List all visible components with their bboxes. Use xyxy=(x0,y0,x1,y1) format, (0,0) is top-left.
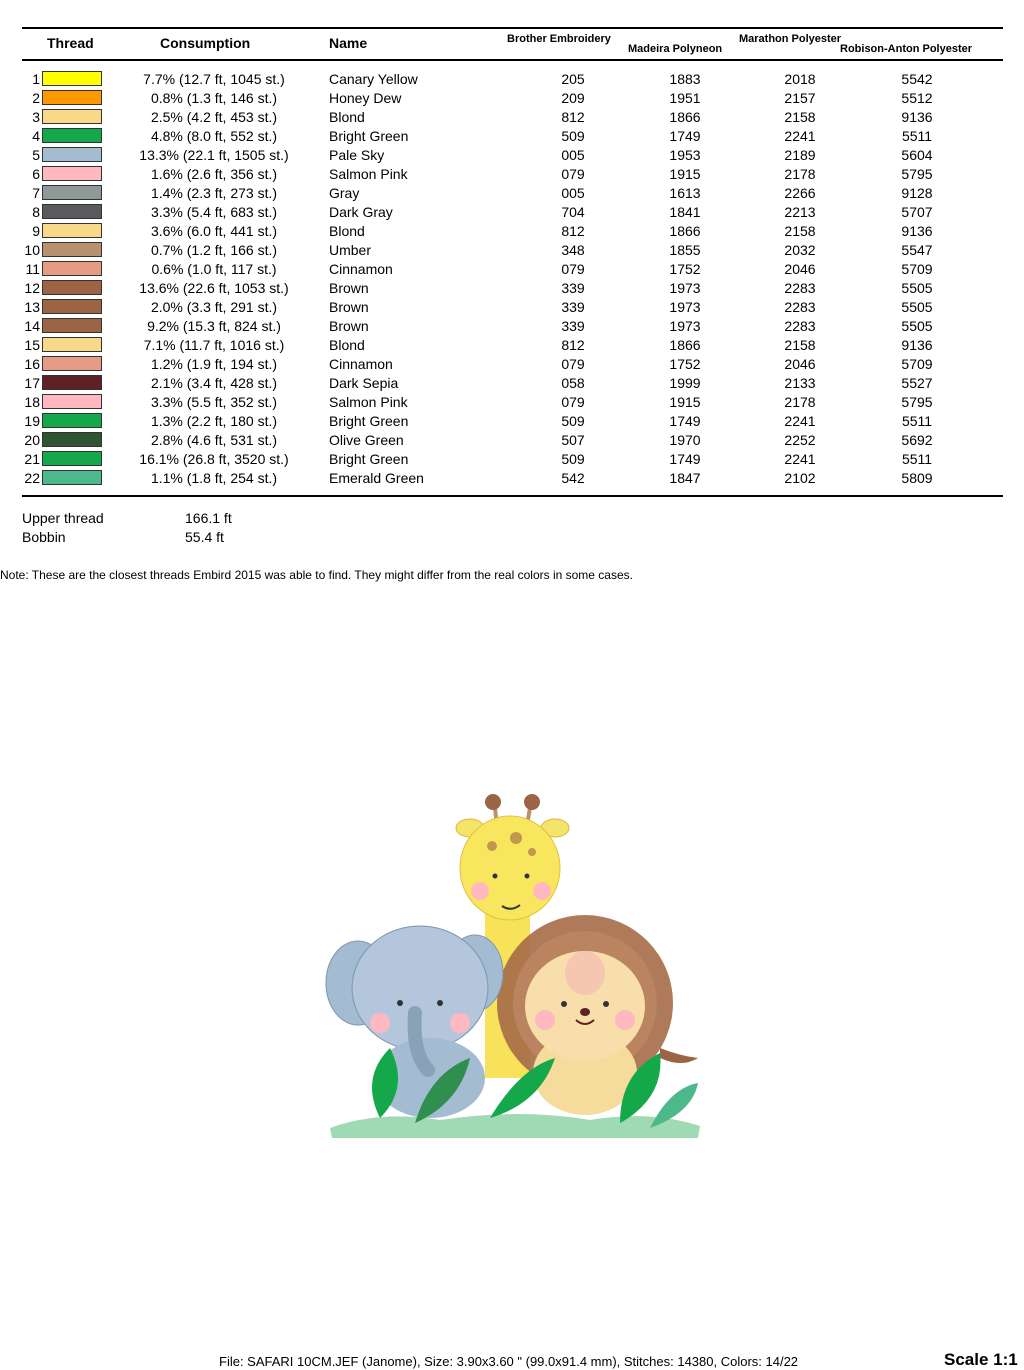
thread-name-cell: Blond xyxy=(329,337,365,353)
marathon-code-cell: 2158 xyxy=(784,223,816,239)
table-row xyxy=(0,374,1024,393)
table-row xyxy=(0,355,1024,374)
consumption-cell: 2.0% (3.3 ft, 291 st.) xyxy=(150,299,278,315)
madeira-code-cell: 1866 xyxy=(669,109,701,125)
brother-code-cell: 507 xyxy=(561,432,585,448)
bobbin-value: 55.4 ft xyxy=(185,529,224,545)
marathon-code-cell: 2241 xyxy=(784,413,816,429)
robison-code-cell: 5505 xyxy=(901,299,933,315)
thread-name-cell: Brown xyxy=(329,318,369,334)
table-row xyxy=(0,203,1024,222)
robison-code-cell: 9136 xyxy=(901,109,933,125)
thread-name-cell: Cinnamon xyxy=(329,261,393,277)
table-row xyxy=(0,165,1024,184)
upper-thread-label: Upper thread xyxy=(22,510,104,526)
table-row xyxy=(0,146,1024,165)
brother-code-cell: 348 xyxy=(561,242,585,258)
consumption-cell: 1.2% (1.9 ft, 194 st.) xyxy=(150,356,278,372)
thread-number: 12 xyxy=(24,280,40,296)
color-swatch xyxy=(42,109,102,124)
consumption-cell: 3.6% (6.0 ft, 441 st.) xyxy=(150,223,278,239)
embroidery-preview-image xyxy=(320,788,710,1148)
color-swatch xyxy=(42,147,102,162)
table-row xyxy=(0,450,1024,469)
header-consumption: Consumption xyxy=(160,35,251,51)
thread-name-cell: Bright Green xyxy=(329,451,409,467)
top-rule xyxy=(22,27,1003,29)
madeira-code-cell: 1866 xyxy=(669,337,701,353)
brother-code-cell: 079 xyxy=(561,166,585,182)
marathon-code-cell: 2157 xyxy=(784,90,816,106)
robison-code-cell: 5604 xyxy=(901,147,933,163)
thread-name-cell: Umber xyxy=(329,242,372,258)
robison-code-cell: 5511 xyxy=(901,413,933,429)
color-swatch xyxy=(42,413,102,428)
marathon-code-cell: 2189 xyxy=(784,147,816,163)
color-swatch xyxy=(42,166,102,181)
brother-code-cell: 058 xyxy=(561,375,585,391)
brother-code-cell: 079 xyxy=(561,261,585,277)
color-swatch xyxy=(42,204,102,219)
thread-number: 3 xyxy=(32,109,40,125)
brother-code-cell: 509 xyxy=(561,413,585,429)
thread-number: 2 xyxy=(32,90,40,106)
marathon-code-cell: 2266 xyxy=(784,185,816,201)
thread-number: 11 xyxy=(25,261,40,277)
thread-name-cell: Honey Dew xyxy=(329,90,402,106)
consumption-cell: 0.8% (1.3 ft, 146 st.) xyxy=(150,90,278,106)
consumption-cell: 3.3% (5.5 ft, 352 st.) xyxy=(150,394,278,410)
madeira-code-cell: 1915 xyxy=(669,166,701,182)
consumption-cell: 0.7% (1.2 ft, 166 st.) xyxy=(150,242,278,258)
marathon-code-cell: 2178 xyxy=(784,394,816,410)
thread-name-cell: Gray xyxy=(329,185,360,201)
thread-number: 8 xyxy=(32,204,40,220)
table-row xyxy=(0,222,1024,241)
color-swatch xyxy=(42,375,102,390)
madeira-code-cell: 1749 xyxy=(669,413,701,429)
robison-code-cell: 5809 xyxy=(901,470,933,486)
thread-name-cell: Dark Sepia xyxy=(329,375,399,391)
thread-name-cell: Emerald Green xyxy=(329,470,424,486)
color-swatch xyxy=(42,128,102,143)
brother-code-cell: 005 xyxy=(561,147,585,163)
robison-code-cell: 5511 xyxy=(901,128,933,144)
disclaimer-note: Note: These are the closest threads Embird 2015 was able to find. They might differ from the real colors in some cases. xyxy=(0,568,633,582)
madeira-code-cell: 1752 xyxy=(669,356,701,372)
header-madeira: Madeira Polyneon xyxy=(628,43,723,55)
madeira-code-cell: 1953 xyxy=(669,147,701,163)
table-row xyxy=(0,241,1024,260)
marathon-code-cell: 2213 xyxy=(784,204,816,220)
thread-name-cell: Blond xyxy=(329,109,365,125)
file-info: File: SAFARI 10CM.JEF (Janome), Size: 3.90x3.60 " (99.0x91.4 mm), Stitches: 14380, Colors: 14/22 xyxy=(219,1354,799,1369)
header-robison: Robison-Anton Polyester xyxy=(840,43,973,55)
upper-thread-value: 166.1 ft xyxy=(185,510,232,526)
table-row xyxy=(0,412,1024,431)
brother-code-cell: 079 xyxy=(561,356,585,372)
consumption-cell: 16.1% (26.8 ft, 3520 st.) xyxy=(139,451,289,467)
madeira-code-cell: 1951 xyxy=(669,90,701,106)
table-row xyxy=(0,184,1024,203)
thread-name-cell: Bright Green xyxy=(329,413,409,429)
table-row xyxy=(0,89,1024,108)
robison-code-cell: 5505 xyxy=(901,280,933,296)
marathon-code-cell: 2283 xyxy=(784,318,816,334)
thread-number: 6 xyxy=(32,166,40,182)
robison-code-cell: 5795 xyxy=(901,394,933,410)
consumption-cell: 1.6% (2.6 ft, 356 st.) xyxy=(150,166,278,182)
thread-name-cell: Olive Green xyxy=(329,432,404,448)
thread-name-cell: Pale Sky xyxy=(329,147,385,163)
table-row xyxy=(0,393,1024,412)
header-thread: Thread xyxy=(47,35,94,51)
scale-label: Scale 1:1 xyxy=(944,1350,1018,1369)
thread-name-cell: Brown xyxy=(329,299,369,315)
header-brother: Brother Embroidery xyxy=(507,33,611,45)
thread-number: 14 xyxy=(24,318,40,334)
marathon-code-cell: 2102 xyxy=(784,470,816,486)
robison-code-cell: 9136 xyxy=(901,337,933,353)
thread-number: 21 xyxy=(24,451,40,467)
brother-code-cell: 542 xyxy=(561,470,585,486)
robison-code-cell: 5709 xyxy=(901,356,933,372)
color-swatch xyxy=(42,185,102,200)
brother-code-cell: 079 xyxy=(561,394,585,410)
table-row xyxy=(0,431,1024,450)
madeira-code-cell: 1847 xyxy=(669,470,701,486)
consumption-cell: 1.4% (2.3 ft, 273 st.) xyxy=(150,185,278,201)
brother-code-cell: 339 xyxy=(561,280,585,296)
table-row xyxy=(0,127,1024,146)
thread-number: 19 xyxy=(24,413,40,429)
brother-code-cell: 339 xyxy=(561,318,585,334)
thread-number: 16 xyxy=(24,356,40,372)
marathon-code-cell: 2018 xyxy=(784,71,816,87)
consumption-cell: 3.3% (5.4 ft, 683 st.) xyxy=(150,204,278,220)
consumption-cell: 1.3% (2.2 ft, 180 st.) xyxy=(150,413,278,429)
bottom-rule xyxy=(22,495,1003,497)
header-name: Name xyxy=(329,35,368,51)
consumption-cell: 2.1% (3.4 ft, 428 st.) xyxy=(150,375,278,391)
thread-name-cell: Salmon Pink xyxy=(329,394,408,410)
header-marathon: Marathon Polyester xyxy=(739,33,842,45)
consumption-cell: 4.8% (8.0 ft, 552 st.) xyxy=(150,128,278,144)
thread-name-cell: Cinnamon xyxy=(329,356,393,372)
table-row xyxy=(0,279,1024,298)
brother-code-cell: 005 xyxy=(561,185,585,201)
color-swatch xyxy=(42,451,102,466)
color-swatch xyxy=(42,261,102,276)
marathon-code-cell: 2241 xyxy=(784,128,816,144)
robison-code-cell: 9136 xyxy=(901,223,933,239)
madeira-code-cell: 1866 xyxy=(669,223,701,239)
marathon-code-cell: 2032 xyxy=(784,242,816,258)
color-swatch xyxy=(42,223,102,238)
brother-code-cell: 339 xyxy=(561,299,585,315)
thread-number: 4 xyxy=(32,128,40,144)
madeira-code-cell: 1841 xyxy=(669,204,701,220)
madeira-code-cell: 1970 xyxy=(669,432,701,448)
madeira-code-cell: 1973 xyxy=(669,318,701,334)
thread-number: 22 xyxy=(24,470,40,486)
color-swatch xyxy=(42,318,102,333)
madeira-code-cell: 1749 xyxy=(669,451,701,467)
thread-number: 1 xyxy=(32,71,40,87)
thread-number: 7 xyxy=(32,185,40,201)
consumption-cell: 7.1% (11.7 ft, 1016 st.) xyxy=(143,337,285,353)
madeira-code-cell: 1883 xyxy=(669,71,701,87)
madeira-code-cell: 1999 xyxy=(669,375,701,391)
robison-code-cell: 5512 xyxy=(901,90,933,106)
consumption-cell: 0.6% (1.0 ft, 117 st.) xyxy=(151,261,277,277)
color-swatch xyxy=(42,280,102,295)
brother-code-cell: 509 xyxy=(561,451,585,467)
table-row xyxy=(0,70,1024,89)
marathon-code-cell: 2133 xyxy=(784,375,816,391)
header-rule xyxy=(22,59,1003,61)
robison-code-cell: 5511 xyxy=(901,451,933,467)
color-swatch xyxy=(42,90,102,105)
robison-code-cell: 5795 xyxy=(901,166,933,182)
brother-code-cell: 509 xyxy=(561,128,585,144)
robison-code-cell: 5692 xyxy=(901,432,933,448)
madeira-code-cell: 1973 xyxy=(669,299,701,315)
consumption-cell: 7.7% (12.7 ft, 1045 st.) xyxy=(143,71,285,87)
madeira-code-cell: 1915 xyxy=(669,394,701,410)
thread-number: 5 xyxy=(32,147,40,163)
madeira-code-cell: 1973 xyxy=(669,280,701,296)
consumption-cell: 13.3% (22.1 ft, 1505 st.) xyxy=(139,147,289,163)
color-swatch xyxy=(42,242,102,257)
thread-name-cell: Bright Green xyxy=(329,128,409,144)
marathon-code-cell: 2046 xyxy=(784,356,816,372)
brother-code-cell: 812 xyxy=(561,109,585,125)
robison-code-cell: 5505 xyxy=(901,318,933,334)
thread-name-cell: Blond xyxy=(329,223,365,239)
color-swatch xyxy=(42,394,102,409)
marathon-code-cell: 2283 xyxy=(784,280,816,296)
table-row xyxy=(0,298,1024,317)
marathon-code-cell: 2158 xyxy=(784,337,816,353)
bobbin-label: Bobbin xyxy=(22,529,66,545)
robison-code-cell: 5547 xyxy=(901,242,933,258)
marathon-code-cell: 2241 xyxy=(784,451,816,467)
madeira-code-cell: 1613 xyxy=(669,185,701,201)
thread-number: 10 xyxy=(24,242,40,258)
table-row xyxy=(0,336,1024,355)
marathon-code-cell: 2178 xyxy=(784,166,816,182)
brother-code-cell: 704 xyxy=(561,204,585,220)
brother-code-cell: 209 xyxy=(561,90,585,106)
robison-code-cell: 5707 xyxy=(901,204,933,220)
consumption-cell: 13.6% (22.6 ft, 1053 st.) xyxy=(139,280,289,296)
color-swatch xyxy=(42,432,102,447)
thread-name-cell: Salmon Pink xyxy=(329,166,408,182)
thread-number: 17 xyxy=(24,375,40,391)
consumption-cell: 9.2% (15.3 ft, 824 st.) xyxy=(147,318,281,334)
thread-table xyxy=(0,70,1024,488)
brother-code-cell: 812 xyxy=(561,223,585,239)
table-row xyxy=(0,469,1024,488)
marathon-code-cell: 2046 xyxy=(784,261,816,277)
brother-code-cell: 205 xyxy=(561,71,585,87)
color-swatch xyxy=(42,356,102,371)
madeira-code-cell: 1752 xyxy=(669,261,701,277)
consumption-cell: 2.5% (4.2 ft, 453 st.) xyxy=(150,109,278,125)
color-swatch xyxy=(42,470,102,485)
marathon-code-cell: 2283 xyxy=(784,299,816,315)
table-row xyxy=(0,317,1024,336)
thread-name-cell: Canary Yellow xyxy=(329,71,418,87)
brother-code-cell: 812 xyxy=(561,337,585,353)
consumption-cell: 1.1% (1.8 ft, 254 st.) xyxy=(150,470,278,486)
table-row xyxy=(0,108,1024,127)
robison-code-cell: 5527 xyxy=(901,375,933,391)
color-swatch xyxy=(42,299,102,314)
marathon-code-cell: 2252 xyxy=(784,432,816,448)
color-swatch xyxy=(42,71,102,86)
thread-number: 15 xyxy=(24,337,40,353)
robison-code-cell: 5709 xyxy=(901,261,933,277)
madeira-code-cell: 1855 xyxy=(669,242,701,258)
thread-name-cell: Brown xyxy=(329,280,369,296)
table-row xyxy=(0,260,1024,279)
thread-number: 9 xyxy=(32,223,40,239)
thread-name-cell: Dark Gray xyxy=(329,204,393,220)
consumption-cell: 2.8% (4.6 ft, 531 st.) xyxy=(150,432,278,448)
marathon-code-cell: 2158 xyxy=(784,109,816,125)
thread-number: 20 xyxy=(24,432,40,448)
robison-code-cell: 5542 xyxy=(901,71,933,87)
color-swatch xyxy=(42,337,102,352)
madeira-code-cell: 1749 xyxy=(669,128,701,144)
thread-number: 18 xyxy=(24,394,40,410)
thread-number: 13 xyxy=(24,299,40,315)
robison-code-cell: 9128 xyxy=(901,185,933,201)
